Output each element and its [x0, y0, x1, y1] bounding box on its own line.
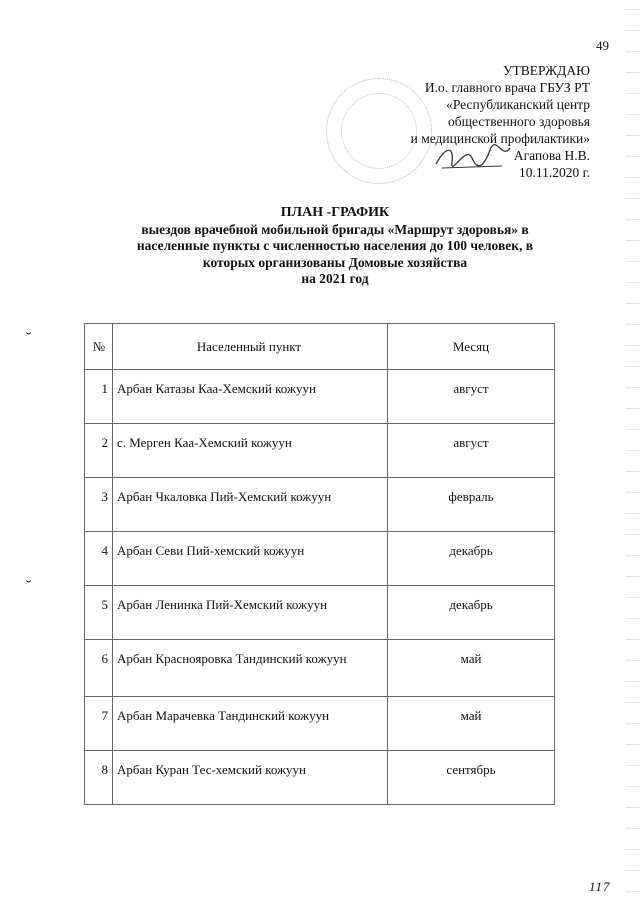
table-row	[85, 586, 555, 640]
table-row	[85, 751, 555, 805]
approval-heading: УТВЕРЖДАЮ	[502, 63, 590, 78]
row-num: 1	[85, 370, 113, 424]
row-place: Арбан Марачевка Тандинский кожуун	[113, 697, 388, 751]
row-place: с. Мерген Каа-Хемский кожуун	[113, 424, 388, 478]
row-num: 3	[85, 478, 113, 532]
approval-block	[380, 62, 590, 181]
table-row	[85, 478, 555, 532]
title-line-1: выездов врачебной мобильной бригады «Маршрут здоровья» в	[141, 221, 529, 237]
row-place: Арбан Катазы Каа-Хемский кожуун	[113, 370, 388, 424]
punch-mark: ˘	[26, 578, 32, 595]
row-month: декабрь	[388, 586, 555, 640]
scan-edge-artifact	[626, 0, 640, 905]
table-row	[85, 424, 555, 478]
table-header-row	[85, 324, 555, 370]
approval-signer: Агапова Н.В.	[513, 148, 590, 163]
table-row	[85, 640, 555, 697]
handwritten-page-number: 117	[589, 879, 611, 894]
row-num: 4	[85, 532, 113, 586]
schedule-table	[84, 323, 555, 805]
title-line-2: населенные пункты с численностью населения до 100 человек, в	[136, 238, 534, 253]
row-month: февраль	[388, 478, 555, 532]
title-line-4: на 2021 год	[301, 271, 369, 286]
row-num: 7	[85, 697, 113, 751]
header-num: №	[85, 324, 113, 370]
approval-line-4: и медицинской профилактики»	[410, 131, 590, 146]
header-place: Населенный пункт	[113, 324, 388, 370]
header-month: Месяц	[388, 324, 555, 370]
row-month: август	[388, 370, 555, 424]
approval-line-3: общественного здоровья	[448, 114, 590, 129]
row-month: август	[388, 424, 555, 478]
row-num: 6	[85, 640, 113, 697]
approval-line-2: «Республиканский центр	[446, 97, 590, 112]
row-place: Арбан Куран Тес-хемский кожуун	[113, 751, 388, 805]
row-num: 8	[85, 751, 113, 805]
row-place: Арбан Ленинка Пий-Хемский кожуун	[113, 586, 388, 640]
row-place: Арбан Краснояровка Тандинский кожуун	[113, 640, 388, 697]
row-num: 2	[85, 424, 113, 478]
row-month: сентябрь	[388, 751, 555, 805]
row-month: декабрь	[388, 532, 555, 586]
table-row	[85, 697, 555, 751]
table-row	[85, 370, 555, 424]
table-row	[85, 532, 555, 586]
row-num: 5	[85, 586, 113, 640]
page-number: 49	[596, 38, 609, 53]
row-month: май	[388, 640, 555, 697]
title-line-3: которых организованы Домовые хозяйства	[202, 254, 468, 270]
row-month: май	[388, 697, 555, 751]
approval-date: 10.11.2020 г.	[518, 165, 590, 180]
row-place: Арбан Чкаловка Пий-Хемский кожуун	[113, 478, 388, 532]
document-title	[100, 205, 570, 288]
punch-mark: ˘	[26, 330, 32, 347]
approval-line-1: И.о. главного врача ГБУЗ РТ	[424, 80, 590, 95]
title-main: ПЛАН -ГРАФИК	[280, 205, 390, 220]
row-place: Арбан Севи Пий-хемский кожуун	[113, 532, 388, 586]
